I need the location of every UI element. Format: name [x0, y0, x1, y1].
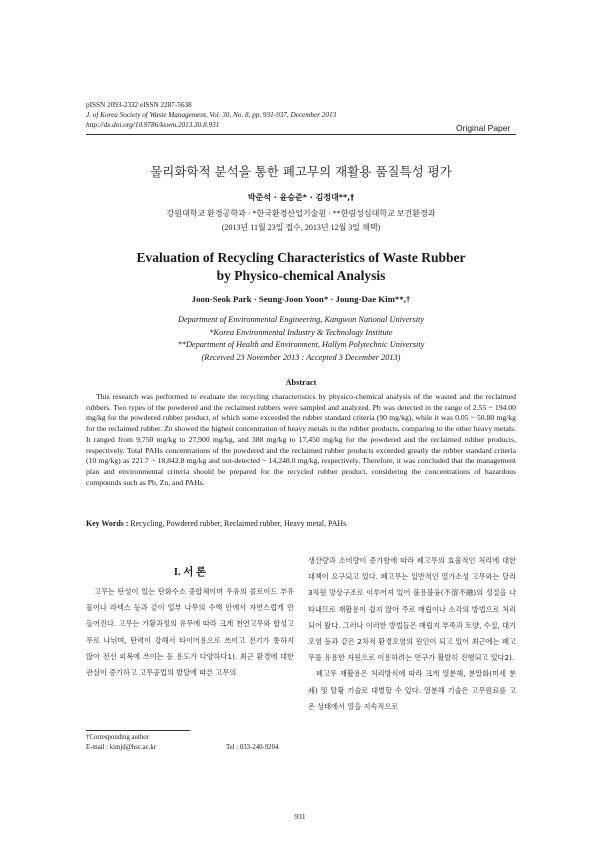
english-title — [86, 249, 516, 285]
footnote-email: E-mail : kimjd@hsc.ac.kr — [86, 744, 157, 751]
section-heading: I. 서 론 — [173, 567, 207, 578]
right-paragraph-1: 생산량과 소비량이 증가함에 따라 폐고무의 효율적인 처리에 대한 대책이 요구되고 있다. 폐고무는 일반적인 열가소성 고무와는 달리 3차원 망상구조로 이루어져 있어 불용불융(不溶不融)의 성질을 나타내므로 재활용이 쉽지 않아 주로 매립이나 소각의 방법으로 처리되어 왔다. 그러나 이러한 방법들은 매립지 부족과 토양, 수질, 대기오염 등과 같은 2차적 환경오염의 원인이 되고 있어 최근에는 폐고무를 유용한 자원으로 이용하려는 연구가 활발히 진행되고 있다2). — [308, 556, 516, 663]
footnote-rule — [86, 730, 190, 731]
article-type: Original Paper — [456, 123, 511, 133]
english-title-line2: by Physico-chemical Analysis — [216, 268, 386, 283]
footnote — [86, 733, 296, 753]
korean-authors: 박준석 · 윤승준* · 김정대**,† — [247, 193, 355, 202]
korean-affiliations: 강원대학교 환경공학과 · *한국환경산업기술원 · **한림성심대학교 보건환경과 — [166, 209, 436, 218]
english-authors: Joon-Seok Park · Seung-Joon Yoon* · Joung-Dae Kim**,† — [191, 294, 411, 304]
english-affiliations — [86, 314, 516, 364]
journal-citation: J. of Korea Society of Waste Management, Vol. 30, No. 8, pp. 931-937, December 2013 — [86, 111, 337, 119]
footnote-tel: Tel : 033-240-9204 — [226, 744, 279, 751]
footnote-label: †Corresponding author — [86, 734, 149, 741]
affiliation-1: Department of Environmental Engineering, Kangwon National University — [177, 315, 425, 324]
abstract-heading: Abstract — [285, 378, 317, 387]
body-right-column — [308, 553, 516, 715]
english-title-line1: Evaluation of Recycling Characteristics of Waste Rubber — [136, 250, 466, 265]
body-left-column: 고무는 탄성이 있는 탄화수소 중합체이며 우유의 콜로이드 부유물이나 라텍스 등과 같이 일부 나무의 수액 안에서 자연스럽게 만들어진다. 고무는 가황과정의 유무에 따라 크게 천연고무와 합성고무로 나뉘며, 탄력이 강해서 타이어용으로 쓰이고 전기가 통하지 않아 전선 피복에 쓰이는 등 용도가 다양하다1). 최근 환경에 대한 관심이 증가하고 고무공업의 발달에 따른 고무의 — [86, 587, 294, 678]
korean-title: 물리화학적 분석을 통한 폐고무의 재활용 품질특성 평가 — [150, 164, 452, 179]
abstract-text: This research was performed to evaluate the recycling characteristics by physico-chemical analysis of the wasted and the reclaimed rubbers. Two types of the powdered and the reclaimed rubbers were sampled and analyzed. Pb was detected in the range of 2.55 ~ 194.00 mg/kg for the powdered rubber product, of which some exceeded the rubber standard criteria (90 mg/kg), while it was 0.05 ~ 50.80 mg/kg for the reclaimed rubber. Zn showed the highest concentration of heavy metals in the rubber products, comparing to the other heavy metals. It ranged from 9,750 mg/kg to 27,900 mg/kg, and 388 mg/kg to 17,450 mg/kg for the powdered and the reclaimed rubber products, respectively. Total PAHs concentrations of the powdered and the reclaimed rubber products exceeded greatly the rubber standard criteria (10 mg/kg) as 221.7 ~ 18,842.8 mg/kg and not-detected ~ 14,248.0 mg/kg, respectively. Therefore, it was concluded that the management plan and environmental criteria should be prepared for the recycled rubber product, considering the concentrations of hazardous compounds such as Pb, Zn, and PAHs. — [86, 392, 516, 487]
page-number: 931 — [294, 812, 306, 821]
doi-link[interactable]: http://dx.doi.org/10.9786/kswm.2013.30.8.931 — [86, 121, 220, 129]
journal-meta — [86, 100, 336, 130]
affiliation-2: *Korea Environmental Industry & Technology Institute — [209, 327, 393, 337]
issn: pISSN 2093-2332 eISSN 2287-5638 — [86, 101, 192, 109]
keywords-list: Recycling, Powdered rubber, Reclaimed rubber, Heavy metal, PAHs — [130, 519, 347, 528]
keywords-label: Key Words : — [86, 519, 129, 528]
received-dates: (Received 23 November 2013 : Accepted 3 December 2013) — [201, 352, 401, 362]
korean-dates: (2013년 11월 23일 접수, 2013년 12월 3일 채택) — [221, 223, 381, 232]
affiliation-3: **Department of Health and Environment, Hallym Polytechnic University — [177, 340, 425, 349]
keywords — [86, 519, 516, 528]
header-rule — [86, 134, 516, 135]
right-paragraph-2: 폐고무 재활용은 처리방식에 따라 크게 열분해, 분말화(미세 분쇄) 및 탈황 기술로 대별할 수 있다. 열분해 기술은 고무원료를 고온 상태에서 열을 지속적으로 — [308, 669, 516, 711]
